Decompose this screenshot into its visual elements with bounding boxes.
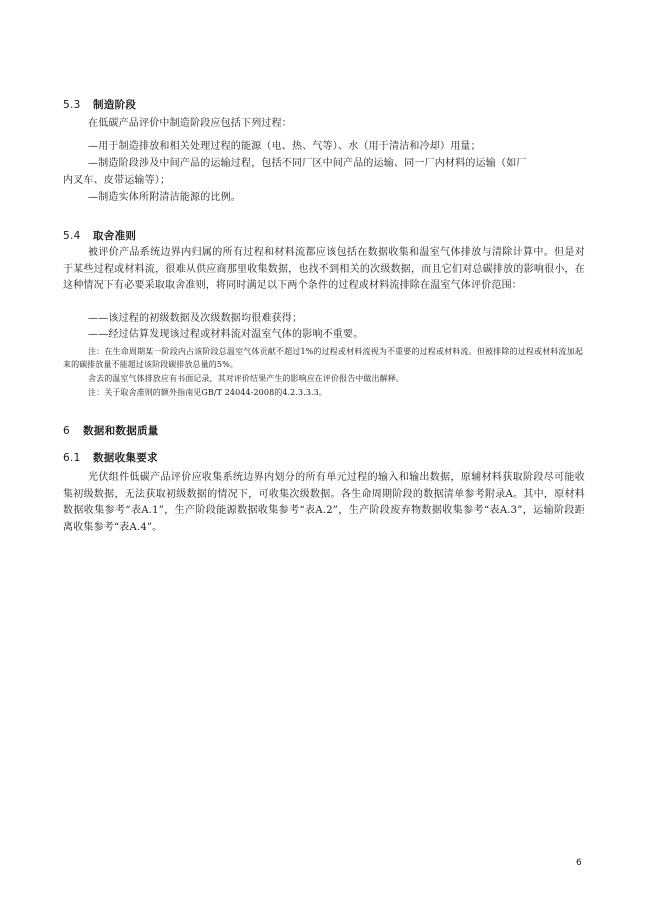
list-item: —用于制造排放和相关处理过程的能源（电、热、气等）、水（用于清洁和冷却）用量； bbox=[88, 141, 481, 152]
list-item-continuation: 内叉车、皮带运输等）； bbox=[63, 175, 171, 186]
section-heading-6-1 bbox=[63, 450, 158, 465]
section-title: 制造阶段 bbox=[93, 99, 137, 111]
section-paragraph: 被评价产品系统边界内归属的所有过程和材料流都应该包括在数据收集和温室气体排放与清除计算中。但是对于某些过程或材料流，很难从供应商那里收集数据，也找不到相关的次级数据，而且它们对总碳排放的影响很小，在这种情况下有必要采取取舍准则，将同时满足以下两个条件的过程或材料流排除在温室气体评价范围： bbox=[63, 247, 585, 291]
list-item: —制造实体所附清洁能源的比例。 bbox=[88, 192, 241, 203]
page-number: 6 bbox=[576, 858, 582, 868]
section-number: 5.3 bbox=[63, 99, 81, 111]
section-title: 数据收集要求 bbox=[93, 452, 158, 464]
section-heading-5-4 bbox=[63, 228, 136, 243]
chapter-number: 6 bbox=[63, 425, 70, 437]
chapter-heading-6 bbox=[63, 423, 159, 438]
chapter-title: 数据和数据质量 bbox=[83, 425, 159, 437]
section-number: 6.1 bbox=[63, 452, 81, 464]
note: 舍去的温室气体排放应有书面记录，其对评价结果产生的影响应在评价报告中做出解释。 bbox=[88, 374, 404, 383]
section-intro: 在低碳产品评价中制造阶段应包括下列过程： bbox=[88, 118, 292, 129]
section-heading-5-3 bbox=[63, 97, 136, 112]
condition-item: ——该过程的初级数据及次级数据均很难获得； bbox=[88, 313, 303, 324]
section-number: 5.4 bbox=[63, 230, 81, 242]
section-paragraph: 光伏组件低碳产品评价应收集系统边界内划分的所有单元过程的输入和输出数据，原辅材料获取阶段尽可能收集初级数据，无法获取初级数据的情况下，可收集次级数据。各生命周期阶段的数据清单参考附录A。其中，原材料数据收集参考“表A.1”，生产阶段能源数据收集参考“表A.2”，生产阶段废弃物数据收集参考“表A.3”，运输阶段距离收集参考“表A.4”。 bbox=[63, 472, 585, 533]
note: 注：在生命周期某一阶段内占该阶段总温室气体贡献不超过1%的过程或材料流视为不重要的过程或材料流。但被排除的过程或材料流加起来的碳排放量不能超过该阶段碳排放总量的5%。 bbox=[63, 347, 583, 369]
list-item: —制造阶段涉及中间产品的运输过程，包括不同厂区中间产品的运输、同一厂内材料的运输（如厂 bbox=[88, 158, 527, 169]
section-title: 取舍准则 bbox=[93, 230, 137, 242]
note: 注：关于取舍准则的额外指南见GB/T 24044-2008的4.2.3.3.3。 bbox=[88, 388, 327, 397]
condition-item: ——经过估算发现该过程或材料流对温室气体的影响不重要。 bbox=[88, 329, 364, 340]
